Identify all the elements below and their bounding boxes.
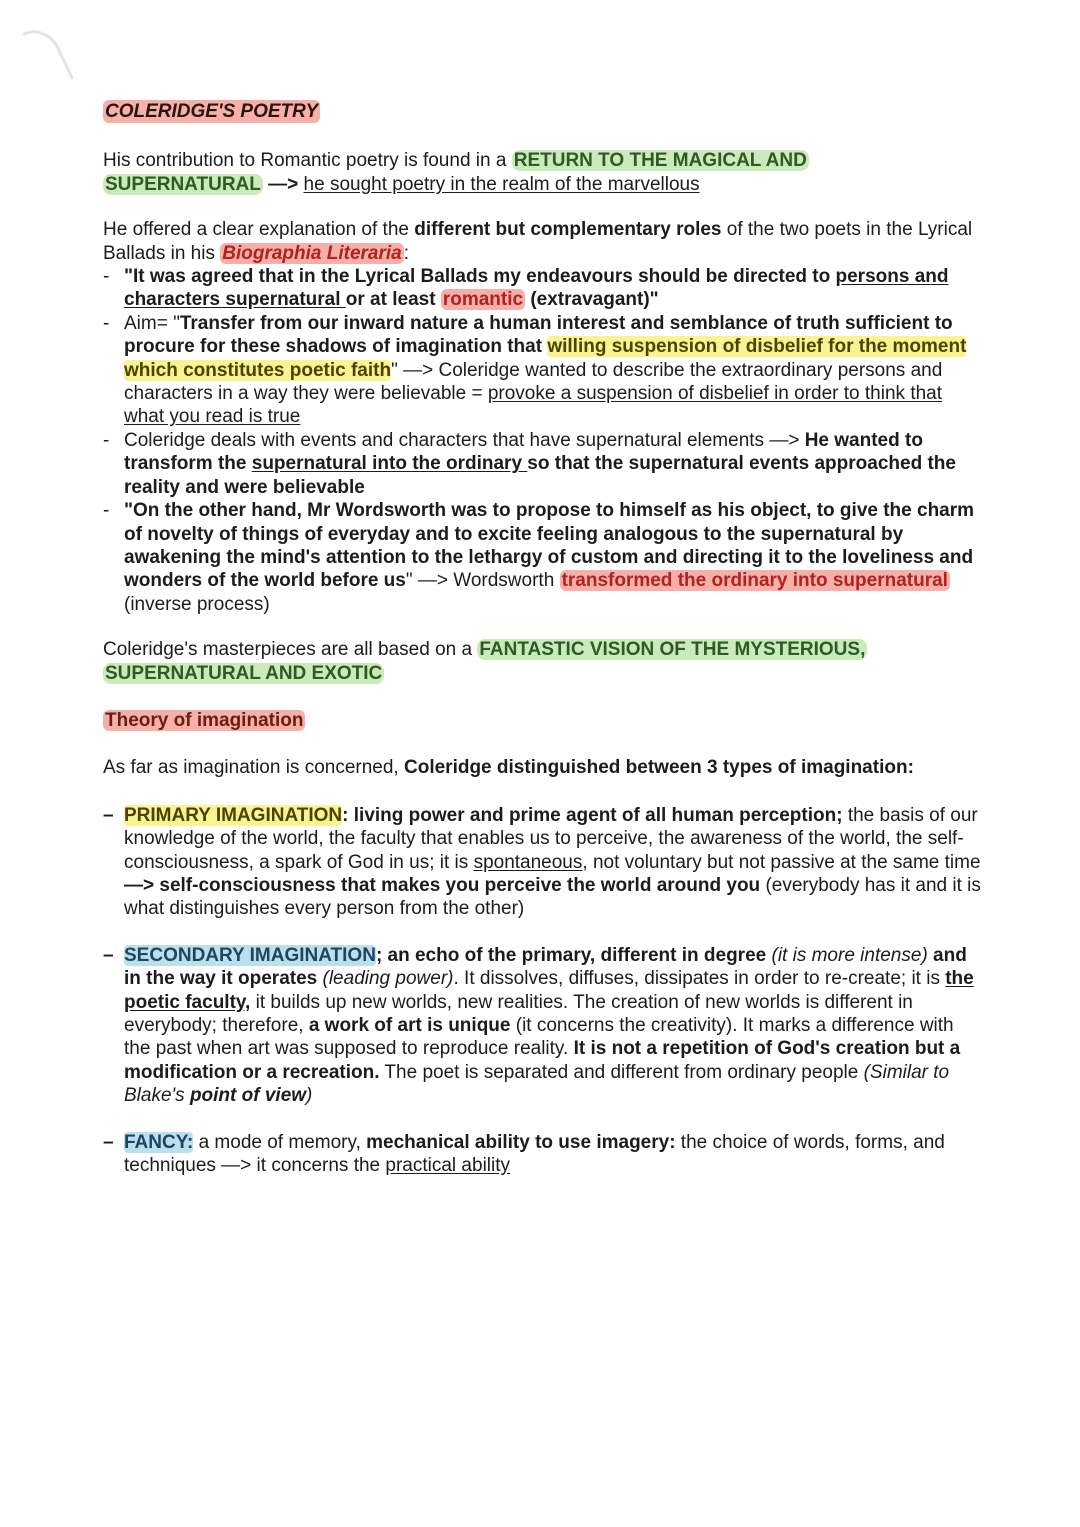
secondary-imagination-label: SECONDARY IMAGINATION xyxy=(124,944,376,966)
item-bold-italic: point of view xyxy=(189,1085,307,1107)
roles-list xyxy=(103,265,983,616)
item-text: a mode of memory, xyxy=(193,1131,367,1153)
intro-underline: he sought poetry in the realm of the marvellous xyxy=(303,173,700,195)
item-text: or at least xyxy=(345,289,441,311)
masterpieces-paragraph xyxy=(103,638,983,685)
item-text: , not voluntary but not passive at the same time xyxy=(582,851,981,873)
intro-paragraph xyxy=(103,149,983,196)
item-yellow-highlight: willing suspension of disbelief for the moment which constitutes poetic faith xyxy=(124,336,967,381)
list-item xyxy=(103,429,983,499)
item-underline: the poetic faculty, xyxy=(124,968,974,1013)
item-underline: supernatural into the ordinary xyxy=(251,453,528,475)
roles-text-2: of the two poets in the Lyrical Ballads in his xyxy=(103,219,973,264)
imagination-intro-bold: Coleridge distinguished between 3 types of imagination: xyxy=(404,757,914,779)
item-text: (it concerns the creativity). It marks a difference with the past when art was supposed to reproduce reality. xyxy=(124,1015,954,1060)
item-red-highlight: romantic xyxy=(442,289,524,311)
item-underline: persons and characters supernatural xyxy=(124,266,949,311)
item-text: It is not a repetition of God's creation but a modification or a recreation. xyxy=(124,1038,961,1083)
fancy-label: FANCY: xyxy=(124,1131,194,1153)
item-text: " —> Coleridge wanted to describe the extraordinary persons and characters in a way they were believable = xyxy=(124,359,943,405)
item-text: a work of art is unique xyxy=(308,1015,511,1036)
item-text: the basis of our knowledge of the world, the faculty that enables us to perceive, the awareness of the world, the self-consciousness, a spark of God in us; it is xyxy=(124,804,978,873)
list-item xyxy=(103,944,983,1108)
biographia-literaria: Biographia Literaria xyxy=(222,242,402,264)
item-text: so that the supernatural events approached the reality and were believable xyxy=(124,453,956,498)
intro-highlight-1: RETURN TO THE MAGICAL AND xyxy=(513,150,807,172)
roles-text-3: : xyxy=(403,242,410,264)
intro-arrow: —> xyxy=(262,173,304,195)
item-red-highlight: transformed the ordinary into supernatural xyxy=(561,570,948,592)
roles-paragraph xyxy=(103,218,983,265)
item-text: : living power and prime agent of all human perception; xyxy=(342,804,843,826)
item-underline: practical ability xyxy=(385,1155,511,1177)
item-underline: spontaneous xyxy=(473,851,583,873)
item-italic: (Similar to Blake's xyxy=(124,1061,950,1107)
item-text: "It was agreed that in the Lyrical Ballads my endeavours should be directed to xyxy=(124,266,836,288)
list-item xyxy=(103,804,983,921)
item-text: Transfer from our inward nature a human interest and semblance of truth sufficient to procure for these shadows of imagination that xyxy=(124,312,953,358)
item-text: . It dissolves, diffuses, dissipates in order to re-create; it is xyxy=(453,968,946,990)
item-italic: ) xyxy=(306,1085,313,1107)
item-text: —> self-consciousness that makes you perceive the world around you xyxy=(124,874,761,896)
section-title: Theory of imagination xyxy=(105,709,304,731)
document-page xyxy=(103,100,983,1200)
roles-bold: different but complementary roles xyxy=(414,219,722,241)
item-underline: provoke a suspension of disbelief in order to think that what you read is true xyxy=(124,383,943,428)
item-text: (inverse process) xyxy=(124,593,270,615)
primary-imagination-label: PRIMARY IMAGINATION xyxy=(124,804,343,826)
item-text: The poet is separated and different from ordinary people xyxy=(379,1061,864,1083)
masterpieces-highlight: FANTASTIC VISION OF THE MYSTERIOUS, SUPERNATURAL AND EXOTIC xyxy=(105,639,866,684)
item-text: it builds up new worlds, new realities. The creation of new worlds is different in everybody; therefore, xyxy=(124,991,913,1036)
imagination-intro-text: As far as imagination is concerned, xyxy=(103,757,404,779)
list-item xyxy=(103,265,983,312)
item-text: He wanted to transform the xyxy=(124,429,923,475)
item-text: mechanical ability to use imagery: xyxy=(366,1131,676,1153)
pen-scribble-mark xyxy=(18,26,78,86)
list-item xyxy=(103,312,983,429)
item-text: " —> Wordsworth xyxy=(405,570,560,592)
list-item xyxy=(103,499,983,616)
item-text: and in the way it operates xyxy=(124,944,967,990)
list-item xyxy=(103,1131,983,1178)
imagination-types-list xyxy=(103,804,983,1178)
item-italic: (it is more intense) xyxy=(766,944,928,966)
item-text: ; an echo of the primary, different in degree xyxy=(375,944,767,966)
item-italic: (leading power) xyxy=(317,968,454,990)
item-text: Aim= " xyxy=(124,312,180,334)
masterpieces-text: Coleridge's masterpieces are all based on a xyxy=(103,639,478,661)
item-text: "On the other hand, Mr Wordsworth was to propose to himself as his object, to give the charm of novelty of things of everyday and to excite feeling analogous to the supernatural by awakening the mind's attention to the lethargy of custom and directing it to the loveliness and wonders of the world before us xyxy=(124,500,975,592)
roles-text-1: He offered a clear explanation of the xyxy=(103,219,415,241)
item-text: Coleridge deals with events and characters that have supernatural elements —> xyxy=(124,429,805,451)
imagination-intro xyxy=(103,756,983,779)
intro-highlight-2: SUPERNATURAL xyxy=(105,173,261,195)
page-title: COLERIDGE'S POETRY xyxy=(105,101,319,122)
intro-text: His contribution to Romantic poetry is found in a xyxy=(103,150,512,172)
item-text: (everybody has it and it is what distinguishes every person from the other) xyxy=(124,874,981,920)
item-text: the choice of words, forms, and techniques —> it concerns the xyxy=(124,1131,945,1177)
item-text: (extravagant)" xyxy=(525,289,659,311)
